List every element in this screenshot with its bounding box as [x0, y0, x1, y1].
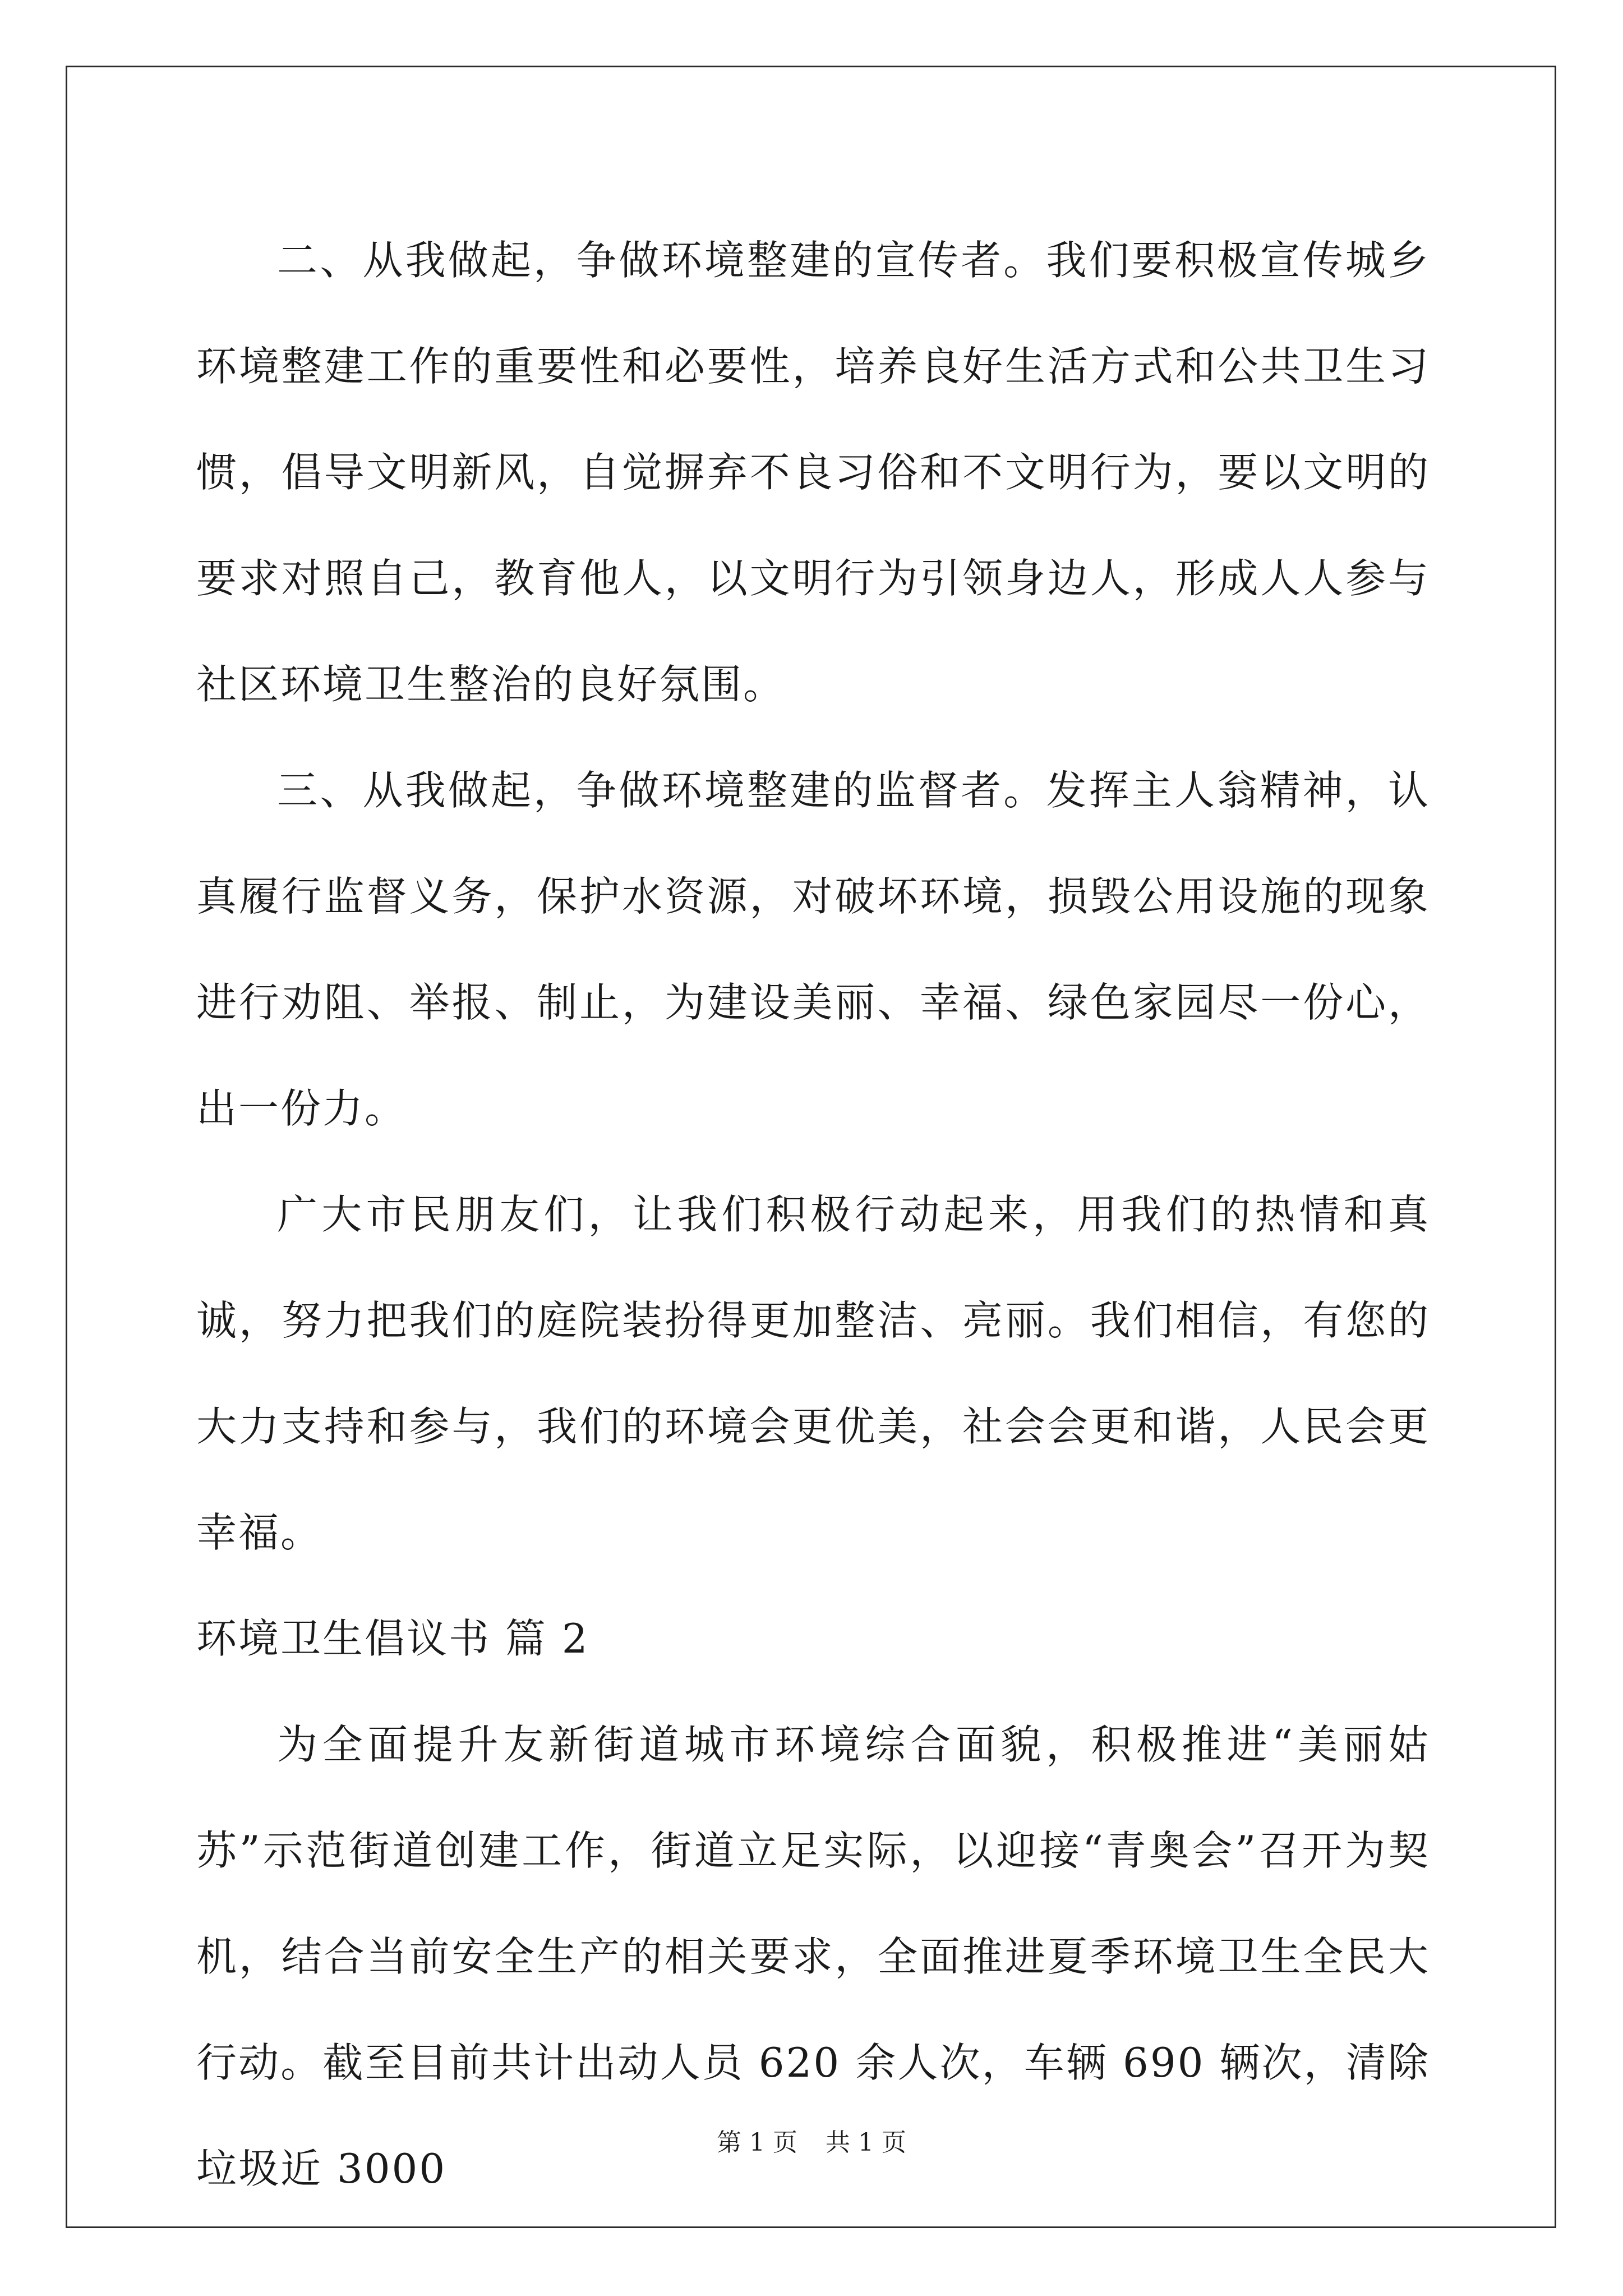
page-total: 共 1 页: [826, 2128, 906, 2157]
document-body: [196, 208, 1430, 2222]
section-heading: 环境卫生倡议书 篇 2: [196, 1615, 589, 1662]
paragraph-3: 三、从我做起，争做环境整建的监督者。发挥主人翁精神，认真履行监督义务，保护水资源，对破坏环境，损毁公用设施的现象进行劝阻、举报、制止，为建设美丽、幸福、绿色家园尽一份心，出一份力。: [196, 767, 1430, 1132]
paragraph-closing: 广大市民朋友们，让我们积极行动起来，用我们的热情和真诚，努力把我们的庭院装扮得更加整洁、亮丽。我们相信，有您的大力支持和参与，我们的环境会更优美，社会会更和谐，人民会更幸福。: [196, 1191, 1430, 1556]
page-number: 第 1 页: [717, 2128, 797, 2157]
page-footer: [0, 2126, 1623, 2160]
section-paragraph-1: 为全面提升友新街道城市环境综合面貌，积极推进“美丽姑苏”示范街道创建工作，街道立足实际，以迎接“青奥会”召开为契机，结合当前安全生产的相关要求，全面推进夏季环境卫生全民大行动。截至目前共计出动人员 620 余人次，车辆 690 辆次，清除垃圾近 3000: [196, 1721, 1430, 2192]
paragraph-2: 二、从我做起，争做环境整建的宣传者。我们要积极宣传城乡环境整建工作的重要性和必要性，培养良好生活方式和公共卫生习惯，倡导文明新风，自觉摒弃不良习俗和不文明行为，要以文明的要求对照自己，教育他人，以文明行为引领身边人，形成人人参与社区环境卫生整治的良好氛围。: [196, 237, 1430, 708]
